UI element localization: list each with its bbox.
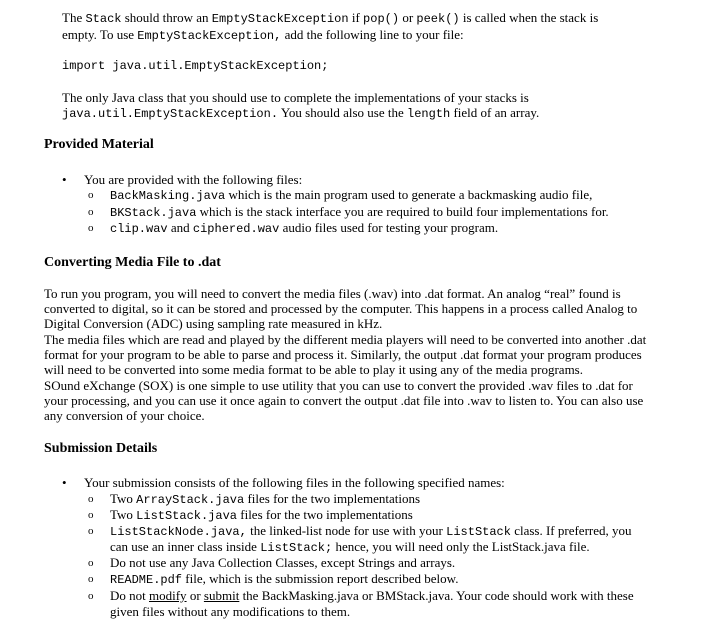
text: file, which is the submission report described below. [185,571,459,586]
submission-item-3-line-2 [110,539,590,556]
converting-line: will need to be converted into some media format to be able to play it using any of the media programs. [44,362,583,377]
text: class. If preferred, you [514,523,632,538]
converting-line: The media files which are read and played by the different media players will need to be converted into another .dat [44,332,647,347]
text: field of an array. [453,105,540,120]
text: Two [110,507,133,522]
heading-submission-details: Submission Details [44,441,158,456]
submission-item-6 [110,588,634,603]
text: can use an inner class inside [110,539,257,554]
submission-lead: Your submission consists of the following files in the following specified names: [84,475,505,490]
intro-line-2 [62,27,464,44]
provided-item-1 [110,187,592,204]
code-length: length [407,107,451,121]
text: Do not [110,588,146,603]
converting-line: any conversion of your choice. [44,408,205,423]
text: or [402,10,414,25]
intro-para-2-line-2 [62,105,539,122]
converting-line: Digital Conversion (ADC) using sampling rate measured in kHz. [44,316,383,331]
text: the linked-list node for use with your [250,523,443,538]
bullet-icon: • [62,475,67,490]
code-file: ListStackNode.java, [110,525,247,539]
intro-para-2-line-1: The only Java class that you should use to complete the implementations of your stacks is [62,90,529,105]
text: the BackMasking.java or BMStack.java. Your code should work with these [242,588,634,603]
text: Two [110,491,133,506]
text: should throw an [124,10,209,25]
bullet-icon: • [62,172,67,187]
intro-line-1 [62,10,598,27]
code-file: clip.wav [110,222,168,236]
text: and [170,220,190,235]
heading-converting-media: Converting Media File to .dat [44,255,221,270]
converting-line: converted to digital, so it can be stored and processed by the computer. This happens in a process called Analog to [44,301,638,316]
code-file: ciphered.wav [192,222,280,236]
text: audio files used for testing your program. [282,220,499,235]
sub-bullet-icon: o [88,557,94,569]
code-file: BackMasking.java [110,189,226,203]
sub-bullet-icon: o [88,509,94,521]
text: if [351,10,360,25]
converting-line: To run you program, you will need to convert the media files (.wav) into .dat format. An analog “real” found is [44,286,621,301]
submission-item-1 [110,491,420,508]
code-stack: Stack [85,12,122,26]
provided-item-2 [110,204,609,221]
code-file: ArrayStack.java [136,493,245,507]
code-package: java.util.EmptyStackException. [62,107,279,121]
code-file: BKStack.java [110,206,197,220]
sub-bullet-icon: o [88,189,94,201]
heading-provided-material: Provided Material [44,137,154,152]
provided-lead: You are provided with the following files: [84,172,303,187]
submission-item-6-line-2: given files without any modifications to them. [110,604,351,619]
code-peek: peek() [416,12,460,26]
text: or [189,588,201,603]
provided-item-3 [110,220,498,237]
sub-bullet-icon: o [88,590,94,602]
submission-item-3 [110,523,632,540]
underlined-text: modify [149,588,187,603]
text: is called when the stack is [462,10,599,25]
submission-item-2 [110,507,413,524]
code-pop: pop() [363,12,400,26]
code-class: ListStack; [260,541,333,555]
sub-bullet-icon: o [88,525,94,537]
text: add the following line to your file: [284,27,464,42]
code-file: ListStack.java [136,509,237,523]
submission-item-4: Do not use any Java Collection Classes, except Strings and arrays. [110,555,456,570]
code-file: README.pdf [110,573,183,587]
text: The [62,10,83,25]
code-exception: EmptyStackException, [137,29,282,43]
code-exception: EmptyStackException [211,12,349,26]
text: files for the two implementations [240,507,413,522]
text: empty. To use [62,27,135,42]
converting-line: your processing, and you can use it once again to convert the output .dat file into .wav to listen to. You can also use [44,393,644,408]
sub-bullet-icon: o [88,222,94,234]
converting-line: format for your program to be able to parse and process it. Similarly, the output .dat format your program produces [44,347,642,362]
text: hence, you will need only the ListStack.java file. [335,539,590,554]
sub-bullet-icon: o [88,206,94,218]
import-statement: import java.util.EmptyStackException; [62,59,329,73]
sub-bullet-icon: o [88,573,94,585]
converting-line: SOund eXchange (SOX) is one simple to use utility that you can use to convert the provided .wav files to .dat for [44,378,633,393]
text: which is the stack interface you are required to build four implementations for. [199,204,609,219]
code-class: ListStack [446,525,511,539]
sub-bullet-icon: o [88,493,94,505]
submission-item-5 [110,571,458,588]
text: which is the main program used to generate a backmasking audio file, [228,187,593,202]
underlined-text: submit [203,588,240,603]
text: files for the two implementations [247,491,421,506]
text: You should also use the [280,105,404,120]
